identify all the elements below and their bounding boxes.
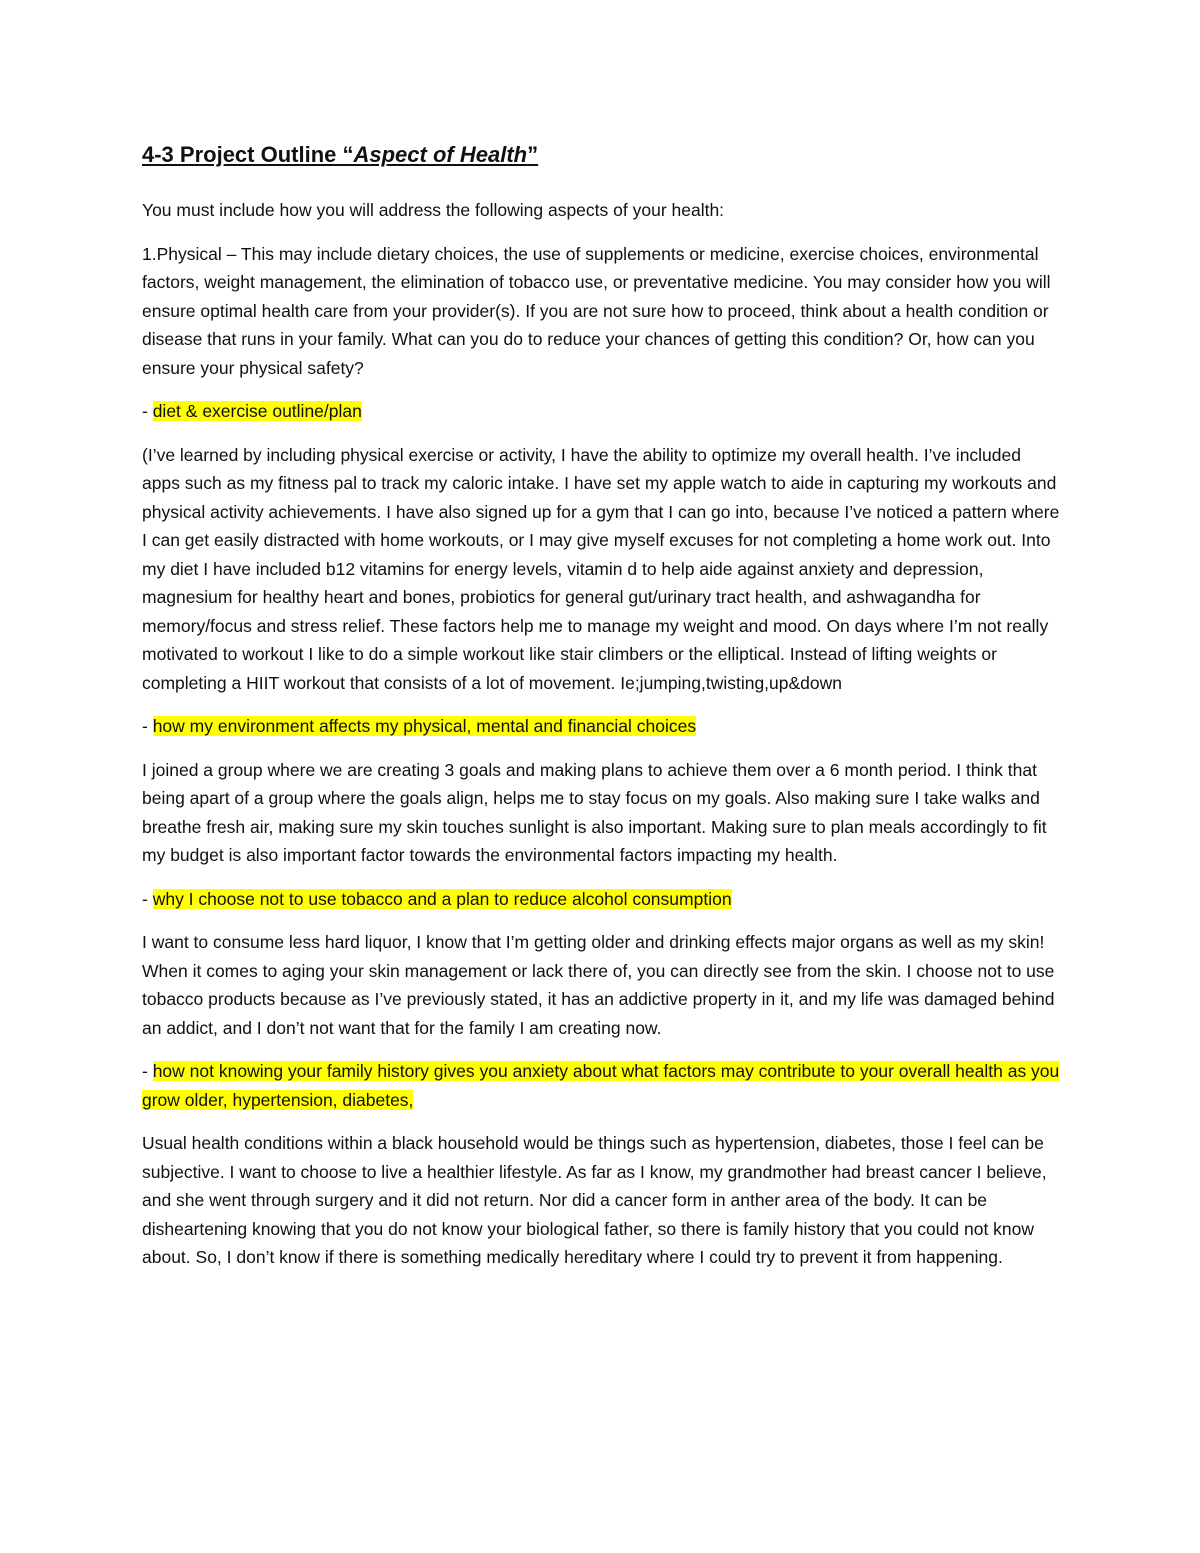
highlighted-heading: why I choose not to use tobacco and a plan to reduce alcohol consumption: [152, 888, 732, 909]
highlighted-heading: how my environment affects my physical, mental and financial choices: [152, 716, 697, 736]
section-body-diet: (I’ve learned by including physical exercise or activity, I have the ability to optimize my overall health. I’ve included apps such as my fitness pal to track my caloric intake. I have set my apple watch to aide in capturing my workouts and physical activity achievements. I have also signed up for a gym that I can go into, because I’ve noticed a pattern where I can get easily distracted with home workouts, or I may give myself excuses for not completing a home work out. Into my diet I have included b12 vitamins for energy levels, vitamin d to help aide against anxiety and depression, magnesium for healthy heart and bones, probiotics for general gut/urinary tract health, and ashwagandha for memory/focus and stress relief. These factors help me to manage my weight and mood. On days where I’m not really motivated to workout I like to do a simple workout like stair climbers or the elliptical. Instead of lifting weights or completing a HIIT workout that consists of a lot of movement. Ie;jumping,twisting,up&down: [142, 444, 1060, 693]
heading-dash: -: [142, 888, 153, 909]
physical-prompt: 1.Physical – This may include dietary choices, the use of supplements or medicine, exercise choices, environmental factors, weight management, the elimination of tobacco use, or preventative medicine. You may consider how you will ensure optimal health care from your provider(s). If you are not sure how to proceed, think about a health condition or disease that runs in your family. What can you do to reduce your chances of getting this condition? Or, how can you ensure your physical safety?: [142, 243, 1051, 378]
heading-dash: -: [142, 716, 153, 736]
section-heading-diet: [142, 397, 1062, 426]
intro-text: You must include how you will address the following aspects of your health:: [142, 200, 725, 220]
document-title: [142, 140, 1062, 170]
document-page: [142, 140, 1062, 1287]
title-italic: Aspect of Health: [353, 142, 528, 167]
section-body-tobacco: I want to consume less hard liquor, I know that I’m getting older and drinking effects major organs as well as my skin! When it comes to aging your skin management or lack there of, you can directly see from the skin. I choose not to use tobacco products because as I’ve previously stated, it has an addictive property in it, and my life was damaged behind an addict, and I don’t not want that for the family I am creating now.: [142, 932, 1055, 1038]
section-heading-family-history: [142, 1057, 1062, 1114]
title-prefix: 4-3 Project Outline “: [142, 142, 354, 167]
heading-dash: -: [142, 401, 153, 421]
highlighted-heading: how not knowing your family history gives you anxiety about what factors may contribute to your overall health as you grow older, hypertension, diabetes,: [142, 1061, 1060, 1110]
section-body-family-history: Usual health conditions within a black household would be things such as hypertension, diabetes, those I feel can be subjective. I want to choose to live a healthier lifestyle. As far as I know, my grandmother had breast cancer I believe, and she went through surgery and it did not return. Nor did a cancer form in anther area of the body. It can be disheartening knowing that you do not know your biological father, so there is family history that you could not know about. So, I don’t know if there is something medically hereditary where I could try to prevent it from happening.: [142, 1133, 1047, 1267]
heading-dash: -: [142, 1061, 153, 1081]
section-heading-tobacco: [142, 885, 1062, 914]
section-body-environment: I joined a group where we are creating 3 goals and making plans to achieve them over a 6 month period. I think that being apart of a group where the goals align, helps me to stay focus on my goals. Also making sure I take walks and breathe fresh air, making sure my skin touches sunlight is also important. Making sure to plan meals accordingly to fit my budget is also important factor towards the environmental factors impacting my health.: [142, 759, 1047, 865]
section-heading-environment: [142, 712, 1062, 741]
title-suffix: ”: [527, 142, 539, 167]
highlighted-heading: diet & exercise outline/plan: [152, 401, 362, 421]
